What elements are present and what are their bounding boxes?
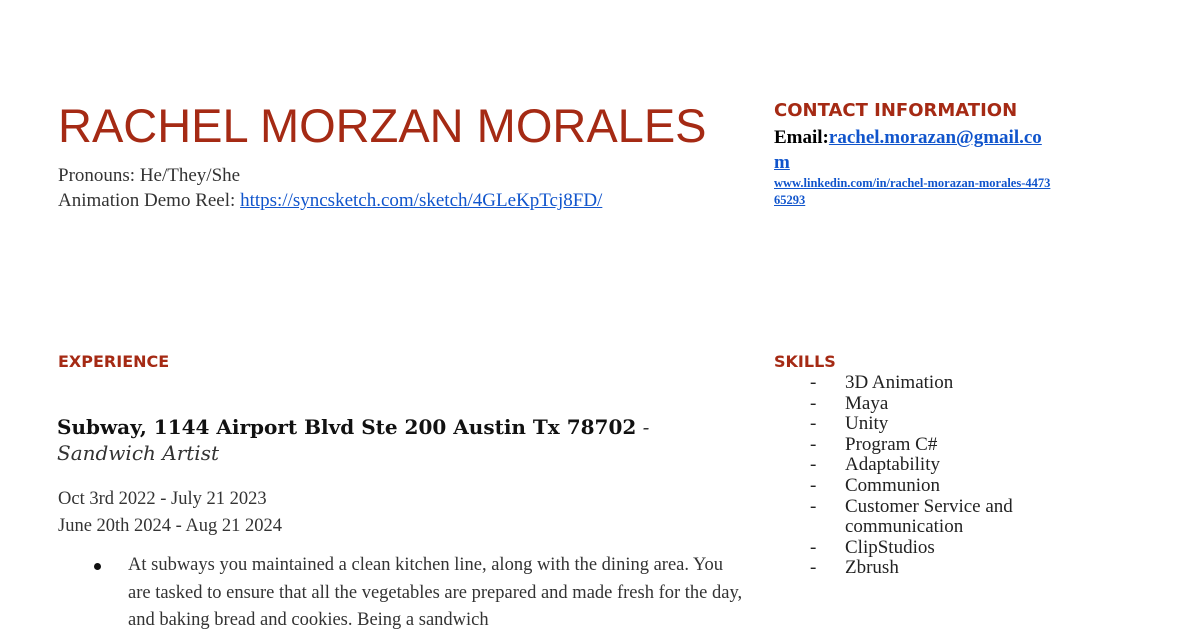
skill-label: Customer Service and communication xyxy=(845,495,1013,538)
skill-label: Unity xyxy=(845,413,889,435)
email-label: Email: xyxy=(774,127,829,148)
job-company: Subway, 1144 Airport Blvd Ste 200 Austin Tx 78702 xyxy=(57,415,637,439)
skill-label: Maya xyxy=(845,392,889,414)
skill-label: Program C# xyxy=(845,433,938,455)
skill-item xyxy=(810,414,1050,435)
job-bullets xyxy=(128,552,748,630)
list-item xyxy=(128,552,748,630)
demo-reel-label: Animation Demo Reel: xyxy=(58,190,241,211)
email-line xyxy=(774,125,1054,175)
job-role: Sandwich Artist xyxy=(57,441,220,465)
skills-heading: SKILLS xyxy=(774,352,836,371)
skill-label: ClipStudios xyxy=(845,536,935,558)
email-link[interactable]: rachel.morazan@gmail.com xyxy=(774,127,1042,173)
bullet-text: At subways you maintained a clean kitchen line, along with the dining area. You are tasked to ensure that all the vegetables are prepared and made fresh for the day, and baking bread and cookies. Being a sandwich xyxy=(128,555,743,630)
skill-item xyxy=(810,558,1050,579)
skill-item xyxy=(810,455,1050,476)
dash-icon: - xyxy=(810,536,817,558)
skills-list xyxy=(810,373,1050,579)
skill-label: Adaptability xyxy=(845,454,940,476)
demo-reel-line xyxy=(58,190,602,212)
skill-item xyxy=(810,394,1050,415)
dash-icon: - xyxy=(810,557,817,579)
skill-item xyxy=(810,476,1050,497)
skill-item xyxy=(810,538,1050,559)
job-date-range: June 20th 2024 - Aug 21 2024 xyxy=(58,516,283,536)
dash-icon: - xyxy=(810,454,817,476)
dash-icon: - xyxy=(810,495,817,517)
skill-label: Communion xyxy=(845,474,941,496)
bullet-icon xyxy=(94,563,101,570)
job-separator: - xyxy=(636,415,650,439)
linkedin-line xyxy=(774,175,1056,209)
demo-reel-link[interactable]: https://syncsketch.com/sketch/4GLeKpTcj8FD/ xyxy=(240,190,603,211)
skill-label: 3D Animation xyxy=(845,372,954,393)
pronouns: Pronouns: He/They/She xyxy=(58,165,241,186)
linkedin-link[interactable]: www.linkedin.com/in/rachel-morazan-morales-447365293 xyxy=(774,176,1051,207)
skill-item xyxy=(810,373,1050,394)
skill-item xyxy=(810,497,1050,538)
dash-icon: - xyxy=(810,474,817,496)
dash-icon: - xyxy=(810,433,817,455)
job-title xyxy=(57,414,737,466)
candidate-name: RACHEL MORZAN MORALES xyxy=(58,99,707,152)
contact-heading: CONTACT INFORMATION xyxy=(774,100,1018,121)
experience-heading: EXPERIENCE xyxy=(58,352,170,371)
job-date-range: Oct 3rd 2022 - July 21 2023 xyxy=(58,489,267,509)
dash-icon: - xyxy=(810,413,817,435)
skill-item xyxy=(810,435,1050,456)
dash-icon: - xyxy=(810,372,817,393)
job-dates xyxy=(58,486,282,540)
dash-icon: - xyxy=(810,392,817,414)
skill-label: Zbrush xyxy=(845,557,899,579)
